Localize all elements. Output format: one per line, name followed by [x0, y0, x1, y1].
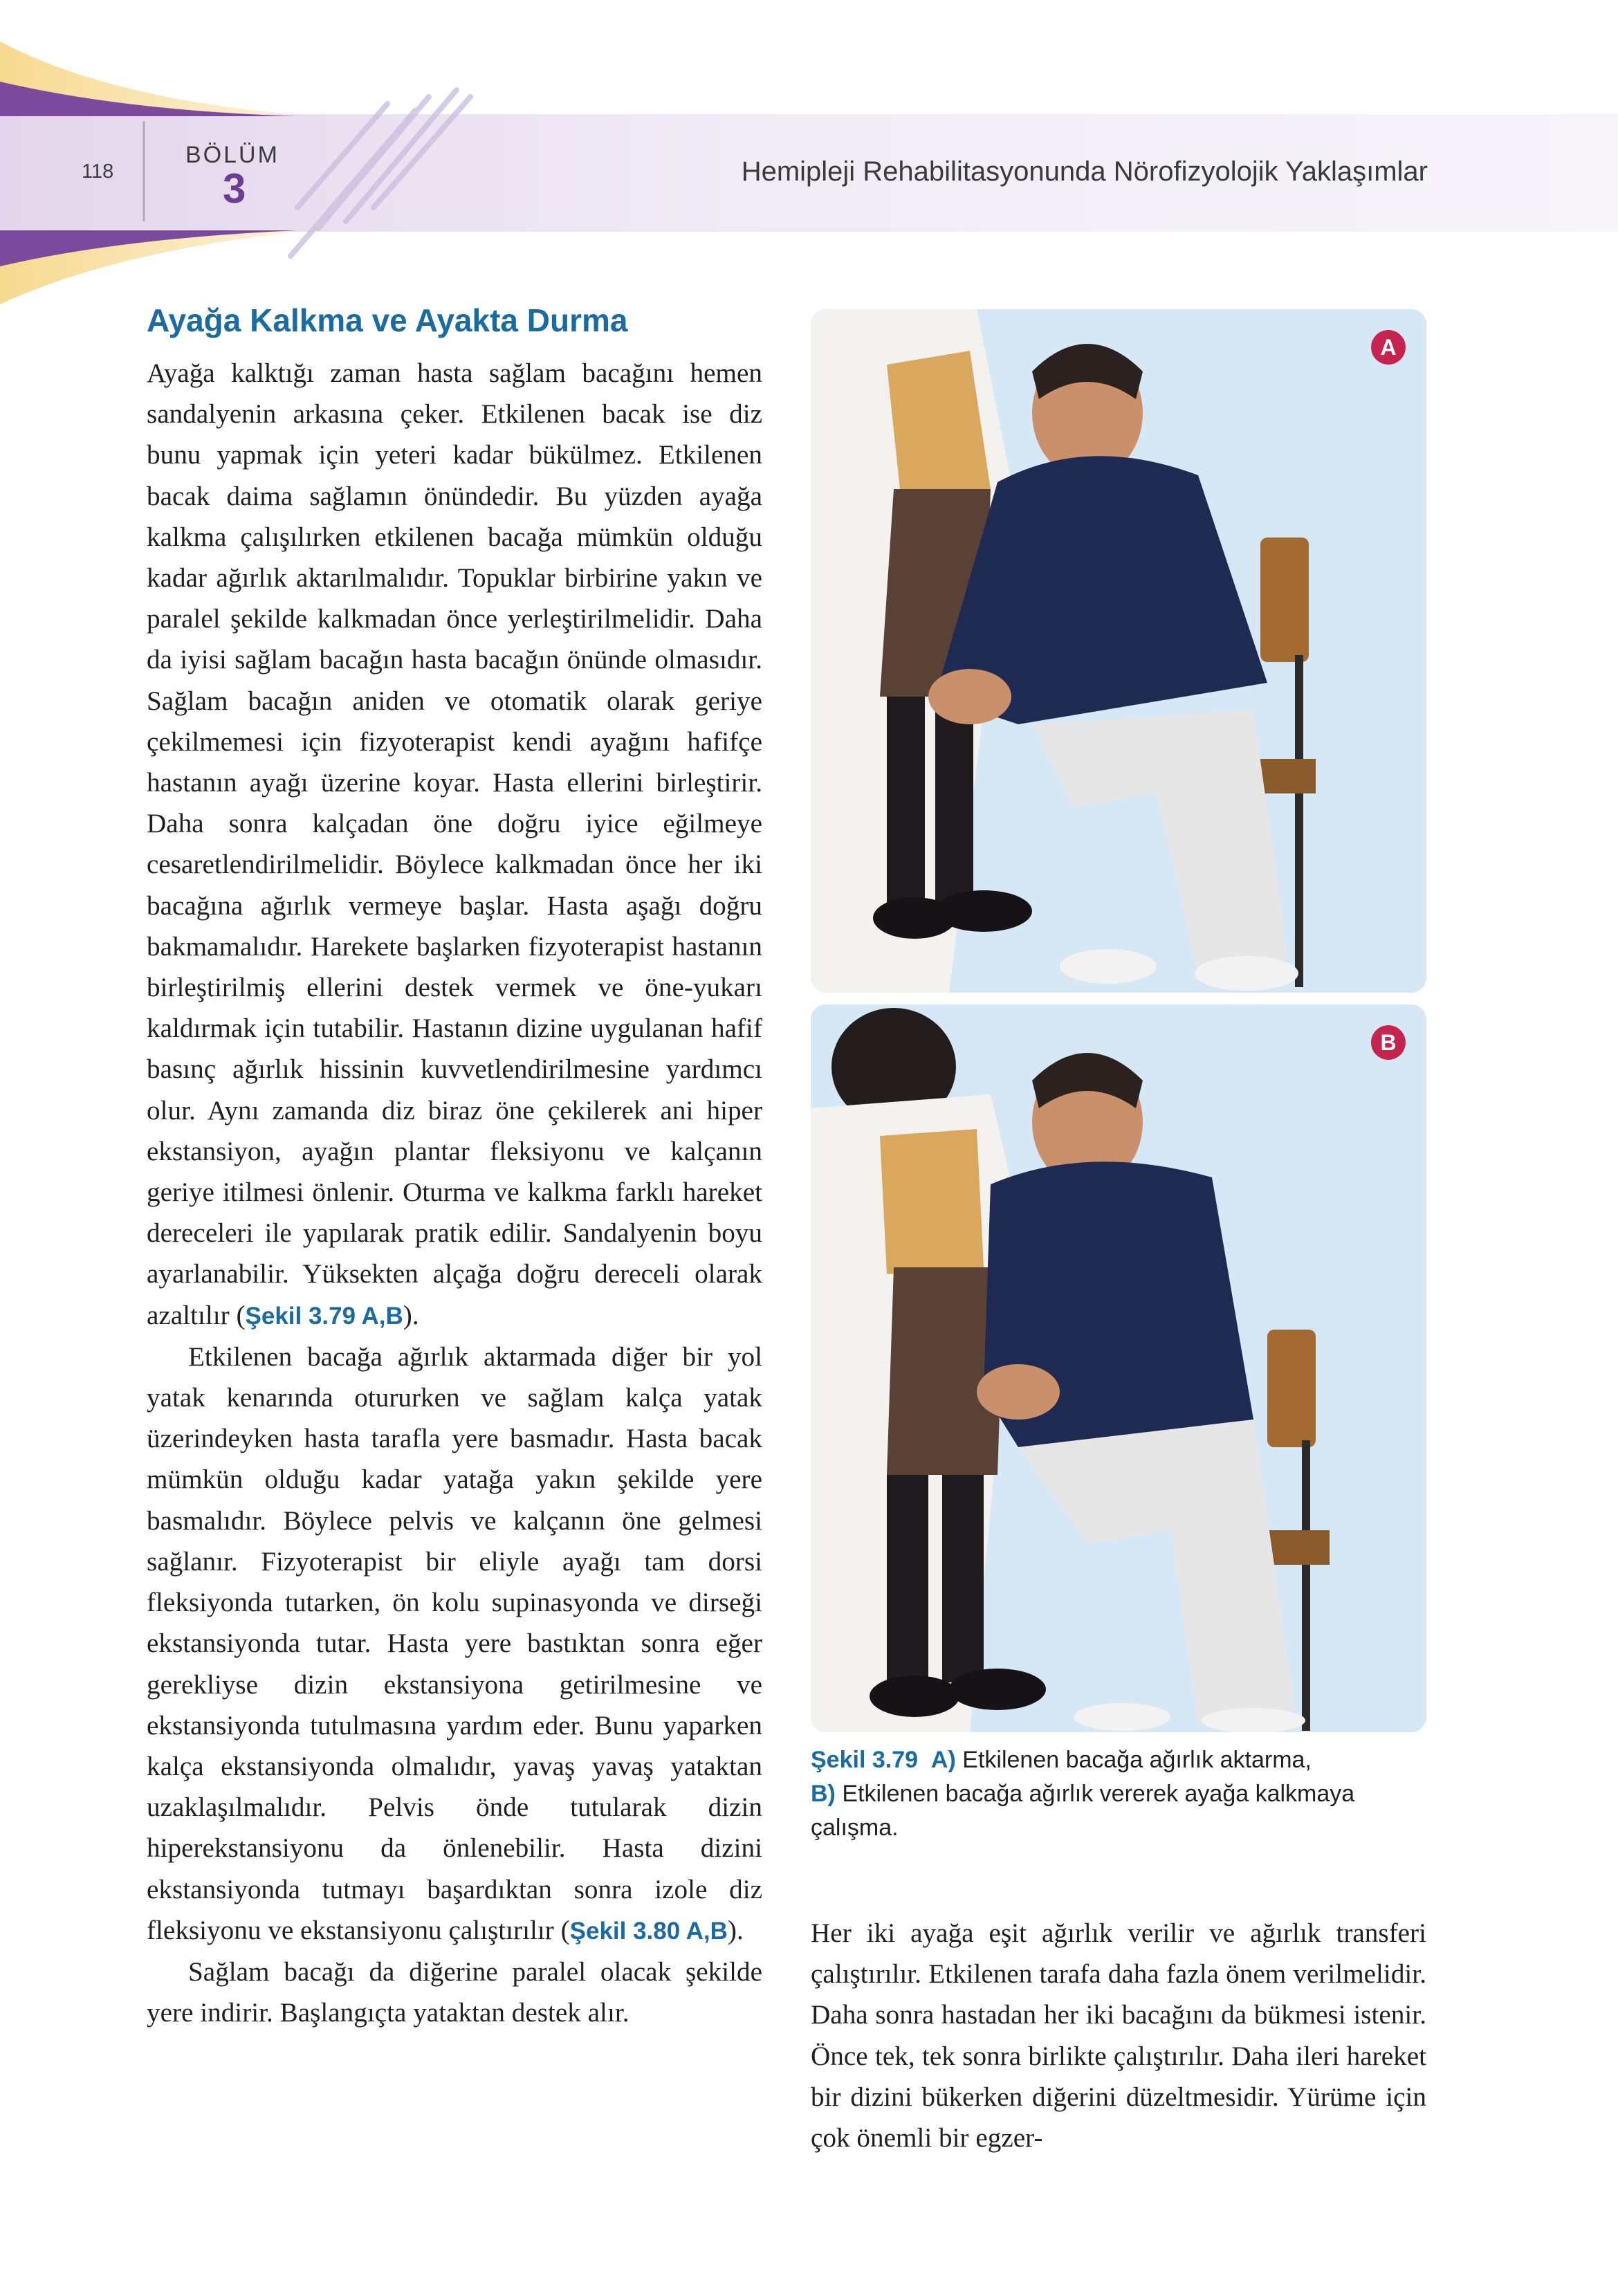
- paragraph-1-text: Ayağa kalktığı zaman hasta sağlam bacağını hemen sandalyenin arkasına çeker. Etkilenen bacak ise diz bunu yapmak için yeteri kadar bükülmez. Etkilenen bacak daima sağlamın önündedir. Bu yüzden ayağa kalkma çalışılırken etkilenen bacağa mümkün olduğu kadar ağırlık aktarılmalıdır. Topuklar birbirine yakın ve paralel şekilde kalkmadan önce yerleştirilmelidir. Daha da iyisi sağlam bacağın hasta bacağın önünde olmasıdır. Sağlam bacağın aniden ve otomatik olarak geriye çekilmemesi için fizyoterapist kendi ayağını hafifçe hastanın ayağı üzerine koyar. Hasta ellerini birleştirir. Daha sonra kalçadan öne doğru iyice eğilmeye cesaretlendirilmelidir. Böylece kalkmadan önce her iki bacağına ağırlık vermeye başlar. Hasta aşağı doğru bakmamalıdır. Harekete başlarken fizyoterapist hastanın birleştirilmiş ellerini destek vermek ve öne-yukarı kaldırmak için tutabilir. Hastanın dizine uygulanan hafif basınç ağırlık hissinin kuvvetlendirilmesine yardımcı olur. Aynı zamanda diz biraz öne çekilerek ani hiper ekstansiyon, ayağın plantar fleksiyonu ve kalçanın geriye itilmesi önlenir. Oturma ve kalkma farklı hareket dereceleri ile yapılarak pratik edilir. Sandalyenin boyu ayarlanabilir. Yüksekten alçağa doğru dereceli olarak azaltılır (: [147, 358, 762, 1330]
- paragraph-1: [147, 353, 762, 1337]
- photo-a-badge: A: [1371, 330, 1406, 365]
- caption-a-key: A): [930, 1747, 956, 1773]
- chapter-number: 3: [223, 165, 246, 212]
- caption-label: Şekil 3.79: [811, 1747, 919, 1773]
- paragraph-2-text: Etkilenen bacağa ağırlık aktarmada diğer bir yol yatak kenarında otururken ve sağlam kalça yatak üzerindeyken hasta tarafla yere basmadır. Hasta bacak mümkün olduğu kadar yatağa yakın şekilde yere basmalıdır. Böylece pelvis ve kalçanın öne gelmesi sağlanır. Fizyoterapist bir eliyle ayağı tam dorsi fleksiyonda tutarken, ön kolu supinasyonda ve dirseği ekstansiyonda tutar. Hasta yere bastıktan sonra eğer gerekliyse dizin ekstansiyona getirilmesine ve ekstansiyonda tutulmasına yardım eder. Bunu yaparken kalça ekstansiyonda olmalıdır, yavaş yavaş yataktan uzaklaşılmalıdır. Pelvis önde tutularak dizin hiperekstansiyonu da önlenebilir. Hasta dizini ekstansiyonda tutmayı başardıktan sonra izole diz fleksiyonu ve ekstansiyonu çalıştırılır (: [147, 1341, 762, 1945]
- figure-photo-a: [811, 309, 1426, 993]
- photo-a-illustration: [811, 309, 1426, 993]
- paragraph-1-end: ).: [403, 1300, 419, 1330]
- photo-b-illustration: [811, 1004, 1426, 1732]
- caption-a-text: Etkilenen bacağa ağırlık aktarma,: [962, 1747, 1312, 1773]
- right-paragraph-1: Her iki ayağa eşit ağırlık verilir ve ağırlık transferi çalıştırılır. Etkilenen tarafa daha fazla önem verilmelidir. Daha sonra hastadan her iki bacağını da bükmesi istenir. Önce tek, tek sonra birlikte çalıştırılır. Daha ileri hareket bir dizini bükerken diğerini düzeltmesidir. Yürüme için çok önemli bir egzer-: [811, 1918, 1426, 2153]
- photo-b-badge: B: [1371, 1025, 1406, 1060]
- paragraph-3: Sağlam bacağı da diğerine paralel olacak şekilde yere indirir. Başlangıçta yataktan destek alır.: [147, 1956, 762, 2028]
- section-heading: Ayağa Kalkma ve Ayakta Durma: [147, 302, 628, 338]
- running-title: Hemipleji Rehabilitasyonunda Nörofizyolojik Yaklaşımlar: [741, 156, 1428, 187]
- caption-b-key: B): [811, 1781, 836, 1807]
- chapter-label: BÖLÜM: [185, 142, 279, 168]
- right-text-column: [811, 1913, 1426, 2158]
- figure-ref-3-79[interactable]: Şekil 3.79 A,B: [245, 1302, 403, 1330]
- page-number: 118: [82, 160, 114, 183]
- paragraph-2: [147, 1337, 762, 1951]
- caption-b-text: Etkilenen bacağa ağırlık vererek ayağa kalkmaya çalışma.: [811, 1781, 1355, 1841]
- figure-caption: [811, 1743, 1426, 1845]
- paragraph-2-end: ).: [727, 1915, 744, 1945]
- figure-photo-b: [811, 1004, 1426, 1732]
- figure-ref-3-80[interactable]: Şekil 3.80 A,B: [569, 1917, 728, 1945]
- left-text-column: [147, 353, 762, 2033]
